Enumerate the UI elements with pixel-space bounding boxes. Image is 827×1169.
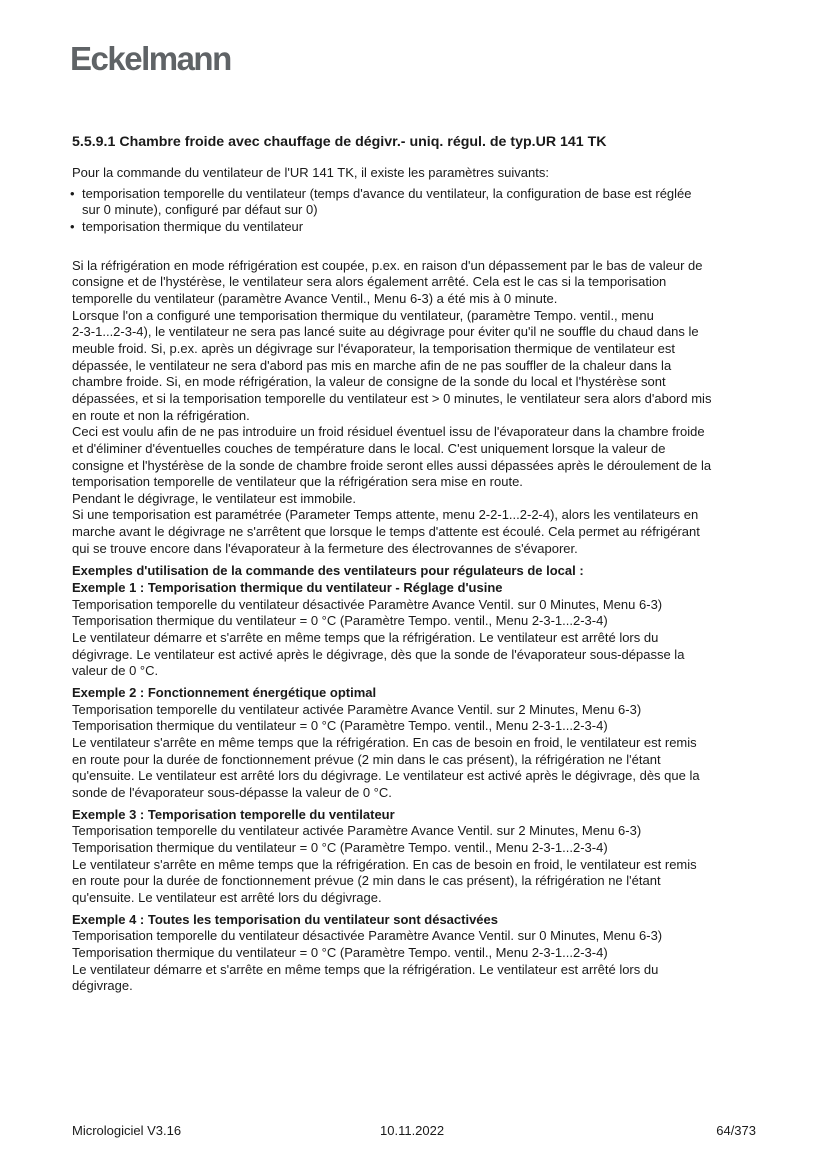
- body-line: Si la réfrigération en mode réfrigération est coupée, p.ex. en raison d'un dépassement par le bas de valeur de: [72, 257, 703, 273]
- body-line: qui se trouve encore dans l'évaporateur à la fermeture des électrovannes de s'évaporer.: [72, 540, 578, 556]
- bullet-icon: •: [70, 218, 75, 234]
- body-line: meuble froid. Si, p.ex. après un dégivrage sur l'évaporateur, la temporisation thermique de ventilateur est: [72, 340, 675, 356]
- example-line: Le ventilateur s'arrête en même temps que la réfrigération. En cas de besoin en froid, le ventilateur est remis: [72, 735, 697, 750]
- example-line: Temporisation temporelle du ventilateur activée Paramètre Avance Ventil. sur 2 Minutes, Menu 6-3): [72, 823, 642, 839]
- example-line: dégivrage. Le ventilateur est activé après le dégivrage, dès que la sonde de l'évaporateur sous-dépasse la: [72, 646, 685, 662]
- example-line: qu'ensuite. Le ventilateur est arrêté lors du dégivrage.: [72, 889, 382, 905]
- body-line: chambre froide. Si, en mode réfrigération, la valeur de consigne de la sonde du local et l'hystérèse sont: [72, 374, 666, 390]
- example-title: Exemple 3 : Temporisation temporelle du ventilateur: [72, 806, 395, 822]
- footer-software: Micrologiciel V3.16: [72, 1123, 182, 1138]
- example-block: [72, 685, 772, 802]
- bullet-item: [72, 186, 772, 219]
- footer-page-number: 64/373: [716, 1123, 756, 1138]
- example-line: en route pour la durée de fonctionnement prévue (2 min dans le cas présent), la réfrigération ne l'étant: [72, 873, 661, 889]
- example-line: Temporisation temporelle du ventilateur désactivée Paramètre Avance Ventil. sur 0 Minutes, Menu 6-3): [72, 928, 663, 944]
- footer-date: 10.11.2022: [380, 1123, 445, 1138]
- body-line: Si une temporisation est paramétrée (Parameter Temps attente, menu 2-2-1...2-2-4), alors les ventilateurs en: [72, 507, 699, 523]
- eckelmann-logo: Eckelmann: [70, 40, 231, 77]
- example-line: sonde de l'évaporateur sous-dépasse la valeur de 0 °C.: [72, 784, 392, 800]
- example-title: Exemple 4 : Toutes les temporisation du ventilateur sont désactivées: [72, 911, 498, 927]
- body-line: marche avant le dégivrage ne s'arrêtent que lorsque le temps d'attente est écoulé. Cela permet au réfrigérant: [72, 524, 700, 540]
- body-line: dépassée, le ventilateur ne sera d'abord pas mis en marche afin de ne pas souffler de la chaleur dans la: [72, 357, 672, 373]
- body-line: en route et non la réfrigération.: [72, 407, 250, 423]
- bullet-list: [72, 186, 772, 236]
- body-line: 2-3-1...2-3-4), le ventilateur ne sera pas lancé suite au dégivrage pour éviter qu'il ne souffle du chaud dans le: [72, 324, 699, 340]
- bullet-line: temporisation temporelle du ventilateur (temps d'avance du ventilateur, la configuration de base est réglée: [82, 185, 692, 201]
- body-line: Lorsque l'on a configuré une temporisation thermique du ventilateur, (paramètre Tempo. ventil., menu: [72, 307, 654, 323]
- intro-text: Pour la commande du ventilateur de l'UR 141 TK, il existe les paramètres suivants:: [72, 165, 549, 180]
- example-line: Temporisation temporelle du ventilateur activée Paramètre Avance Ventil. sur 2 Minutes, Menu 6-3): [72, 701, 642, 717]
- body-text: [72, 258, 772, 558]
- example-title: Exemple 2 : Fonctionnement énergétique optimal: [72, 685, 377, 701]
- example-block: [72, 912, 772, 995]
- example-line: dégivrage.: [72, 978, 133, 994]
- body-line: dépassées, et si la temporisation temporelle du ventilateur est > 0 minutes, le ventilateur sera alors d'abord mis: [72, 390, 712, 406]
- examples-heading: Exemples d'utilisation de la commande des ventilateurs pour régulateurs de local :: [72, 563, 584, 579]
- example-line: Temporisation thermique du ventilateur = 0 °C (Paramètre Tempo. ventil., Menu 2-3-1...2-3-4): [72, 839, 608, 855]
- bullet-icon: •: [70, 185, 75, 201]
- example-line: en route pour la durée de fonctionnement prévue (2 min dans le cas présent), la réfrigération ne l'étant: [72, 751, 661, 767]
- example-line: Le ventilateur s'arrête en même temps que la réfrigération. En cas de besoin en froid, le ventilateur est remis: [72, 856, 697, 872]
- body-line: temporelle du ventilateur (paramètre Avance Ventil., Menu 6-3) a été mis à 0 minute.: [72, 290, 558, 306]
- example-title: Exemple 1 : Temporisation thermique du ventilateur - Réglage d'usine: [72, 580, 503, 596]
- example-line: Temporisation thermique du ventilateur = 0 °C (Paramètre Tempo. ventil., Menu 2-3-1...2-3-4): [72, 718, 608, 734]
- body-line: temporisation temporelle de ventilateur que la réfrigération sera mise en route.: [72, 474, 523, 490]
- bullet-item: [72, 219, 772, 236]
- example-line: Le ventilateur démarre et s'arrête en même temps que la réfrigération. Le ventilateur est arrêté lors du: [72, 630, 659, 646]
- example-block: [72, 580, 772, 680]
- body-line: et d'éliminer d'éventuelles couches de température dans le local. C'est uniquement lorsque la valeur de: [72, 440, 666, 456]
- example-line: qu'ensuite. Le ventilateur est arrêté lors du dégivrage. Le ventilateur est activé après le dégivrage, dès que la: [72, 768, 700, 784]
- example-block: [72, 807, 772, 907]
- example-line: valeur de 0 °C.: [72, 663, 159, 679]
- content: [72, 133, 772, 995]
- example-line: Temporisation thermique du ventilateur = 0 °C (Paramètre Tempo. ventil., Menu 2-3-1...2-3-4): [72, 944, 608, 960]
- examples: [72, 580, 772, 995]
- section-title: 5.5.9.1 Chambre froide avec chauffage de dégivr.- uniq. régul. de typ.UR 141 TK: [72, 134, 607, 150]
- example-line: Temporisation temporelle du ventilateur désactivée Paramètre Avance Ventil. sur 0 Minutes, Menu 6-3): [72, 596, 663, 612]
- body-line: Ceci est voulu afin de ne pas introduire un froid résiduel éventuel issu de l'évaporateur dans la chambre froide: [72, 424, 705, 440]
- example-line: Temporisation thermique du ventilateur = 0 °C (Paramètre Tempo. ventil., Menu 2-3-1...2-3-4): [72, 613, 608, 629]
- body-line: Pendant le dégivrage, le ventilateur est immobile.: [72, 490, 356, 506]
- bullet-line: sur 0 minute), configuré par défaut sur 0): [82, 202, 318, 218]
- example-line: Le ventilateur démarre et s'arrête en même temps que la réfrigération. Le ventilateur est arrêté lors du: [72, 961, 659, 977]
- body-line: consigne et l'hystérèse de la sonde de chambre froide seront elles aussi dépassées après le déroulement de la: [72, 457, 712, 473]
- bullet-line: temporisation thermique du ventilateur: [82, 218, 304, 234]
- body-line: consigne et de l'hystérèse, le ventilateur sera alors également arrêté. Cela est le cas si la temporisation: [72, 274, 667, 290]
